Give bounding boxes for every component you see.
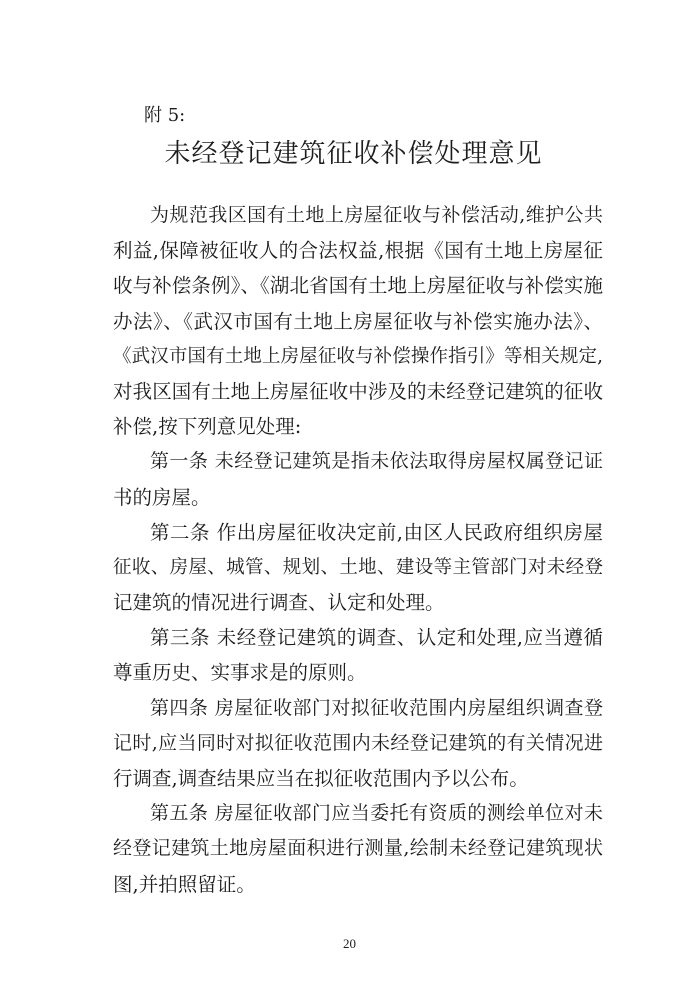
body-line: 《武汉市国有土地上房屋征收与补偿操作指引》等相关规定, [113,345,603,367]
document-body [113,198,603,902]
article-5-line: 经登记建筑土地房屋面积进行测量,绘制未经登记建筑现状 [113,837,603,860]
article-2-line: 征收、房屋、城管、规划、土地、建设等主管部门对未经登 [113,556,603,578]
article-5-line: 图,并拍照留证。 [113,872,256,896]
attachment-label: 附 5: [144,105,186,126]
article-1-line: 书的房屋。 [113,485,211,509]
body-line: 补偿,按下列意见处理: [113,415,302,439]
body-line: 对我区国有土地上房屋征收中涉及的未经登记建筑的征收 [113,379,603,403]
body-line: 收与补偿条例》、《湖北省国有土地上房屋征收与补偿实施 [113,274,603,298]
document-title: 未经登记建筑征收补偿处理意见 [164,139,543,169]
body-line: 办法》、《武汉市国有土地上房屋征收与补偿实施办法》、 [113,309,603,333]
article-2-line: 第二条 作出房屋征收决定前,由区人民政府组织房屋 [150,520,603,544]
page-number: 20 [343,936,356,951]
article-4-line: 记时,应当同时对拟征收范围内未经登记建筑的有关情况进 [113,731,603,754]
article-3-line: 尊重历史、实事求是的原则。 [113,661,367,685]
article-4-line: 行调查,调查结果应当在拟征收范围内予以公布。 [113,767,529,790]
body-line: 为规范我区国有土地上房屋征收与补偿活动,维护公共 [150,204,603,226]
article-2-line: 记建筑的情况进行调查、认定和处理。 [113,591,445,615]
article-4-line: 第四条 房屋征收部门对拟征收范围内房屋组织调查登 [150,696,603,719]
article-1-line: 第一条 未经登记建筑是指未依法取得房屋权属登记证 [150,450,603,473]
article-5-line: 第五条 房屋征收部门应当委托有资质的测绘单位对未 [150,802,603,825]
article-3-line: 第三条 未经登记建筑的调查、认定和处理,应当遵循 [150,626,603,650]
body-line: 利益,保障被征收人的合法权益,根据《国有土地上房屋征 [113,239,603,263]
